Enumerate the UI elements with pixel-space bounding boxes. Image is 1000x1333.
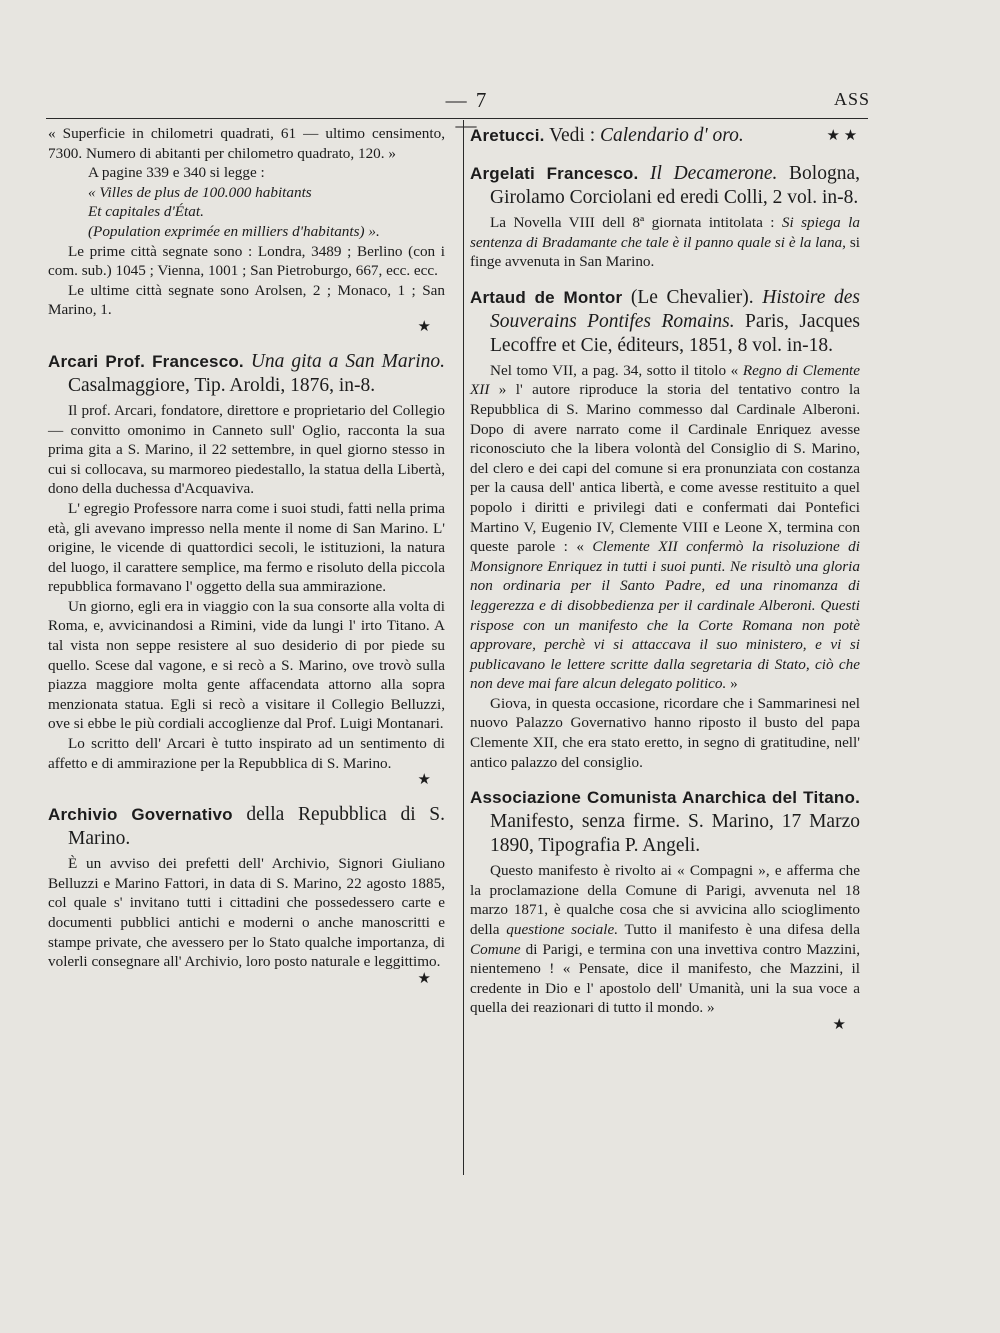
- entry-author: Archivio Governativo: [48, 805, 233, 825]
- italic-run: questione sociale.: [506, 921, 619, 939]
- quotation-line: « Villes de plus de 100.000 habitants: [88, 183, 312, 201]
- text-run: La Novella VIII dell 8ª giornata intitolata :: [490, 214, 782, 231]
- paragraph: [470, 361, 860, 694]
- paragraph: [470, 861, 860, 1018]
- quotation-line: (Population exprimée en milliers d'habitants) ».: [88, 222, 380, 240]
- paragraph: È un avviso dei prefetti dell' Archivio, Signori Giuliano Belluzzi e Marino Fattori, in data di S. Marino, 22 agosto 1885, col quale s' invitano tutti i cittadini che possedessero carte e documenti pubblici antichi e moderni o anche manoscritti e stampe private, che avessero per lo Stato qualche importanza, di volerli consegnare all' Archivio, loro posto naturale e leggittimo.: [48, 855, 445, 971]
- page-number: — 7 —: [445, 88, 489, 137]
- entry-imprint: Paris, Jacques Lecoffre et Cie, éditeurs, 1851, 8 vol. in-18.: [490, 310, 860, 356]
- entry-heading: [48, 803, 445, 851]
- italic-run: Clemente XII confermò la risoluzione di Monsignore Enriquez in tutti i suoi punti. Ne risultò una gloria non ordinaria per il Santo Padre, ed una rinomanza di leggerezza e di disobbedienza per il cardinale Alberoni. Questi rispose con un manifesto che la Corte Romana non potè approvare, perchè vi si attaccava il suo ministero, e vi si publicavano le lettere scritte dalla segretaria di Stato, ciò che non deve mai fare alcun delegato politico.: [470, 538, 860, 693]
- header-rule: [46, 118, 868, 119]
- paragraph: [470, 213, 860, 272]
- star-mark: ★: [832, 1017, 846, 1033]
- entry-heading: [470, 162, 860, 210]
- paragraph: Il prof. Arcari, fondatore, direttore e proprietario del Collegio — convitto omonimo in Canneto sull' Oglio, racconta la sua prima gita a S. Marino, il 22 settembre, in quel giorno stesso in cui si collocava, su marmoreo piedestallo, la statua della Libertà, dono della duchessa d'Acquaviva.: [48, 401, 445, 498]
- star-mark: ★: [417, 772, 431, 789]
- entry-imprint: Bologna, Girolamo Corciolani ed eredi Colli, 2 vol. in-8.: [490, 163, 860, 208]
- entry-arcari: [48, 350, 445, 789]
- paragraph: Un giorno, egli era in viaggio con la sua consorte alla volta di Roma, e, avvicinandosi a Rimini, vide da lungi l' irto Titano. A tal vista non seppe resistere al suo desiderio di por piede su quello. Scese dal vagone, e si recò a S. Marino, ove trovò sulla piazza maggiore molta gente affacendata attorno alla sopra menzionata statua. Egli si recò a visitare il Collegio Belluzzi, ove si ebbe le più cordiali accoglienze dal Prof. Luigi Montanari.: [48, 597, 445, 733]
- paragraph: « Superficie in chilometri quadrati, 61 — ultimo censimento, 7300. Numero di abitanti per chilometro quadrato, 120. »: [48, 125, 445, 162]
- entry-author: Arcari Prof. Francesco.: [48, 351, 244, 371]
- star-mark: ★ ★: [826, 128, 858, 144]
- quotation-line: Et capitales d'État.: [88, 203, 204, 221]
- italic-run: Comune: [470, 940, 521, 958]
- italic-run: Regno di Clemente XII: [470, 361, 861, 399]
- paragraph: Giova, in questa occasione, ricordare che i Sammarinesi nel nuovo Palazzo Governativo hanno riposto il busto del papa Clemente XII, che era stato eretto, in segno di gratitudine, nell' antico palazzo del consiglio.: [470, 694, 860, 771]
- star-mark: ★: [417, 970, 431, 987]
- text-run: » l' autore riproduce la storia del tentativo contro la Repubblica di S. Marino commesso dal Cardinale Alberoni. Dopo di avere narrato come il Cardinale Enriquez avesse riconosciuto che la libera volontà del Consiglio di S. Marino, del clero e dei capi del comune si era pronunziata con costanza per la causa dell' antica libertà, e come avesse restituito a quel popolo i diritti e privilegi dati e confermati dai Pontefici Martino V, Eugenio IV, Clemente VIII e Leone X, termina con queste parole : «: [470, 381, 860, 556]
- entry-text: (Le Chevalier).: [622, 286, 763, 308]
- entry-imprint: Manifesto, senza firme. S. Marino, 17 Marzo 1890, Tipografia P. Angeli.: [490, 811, 860, 857]
- running-title: ASS: [833, 89, 870, 109]
- entry-heading: [48, 350, 445, 398]
- entry-associazione: [470, 786, 860, 1034]
- entry-artaud: [470, 286, 860, 772]
- italic-run: Si spiega la sentenza di Bradamante che tale è il panno quale si è la lana,: [470, 214, 861, 251]
- entry-text: Vedi :: [544, 125, 600, 146]
- paragraph: A pagine 339 e 340 si legge :: [88, 164, 265, 182]
- star-mark: ★: [417, 318, 431, 335]
- text-run: Questo manifesto è rivolto ai « Compagni », e afferma che la proclamazione della Comune di Parigi, avvenuta nel 18 marzo 1871, è qualche cosa che si avvicina allo scioglimento della: [470, 862, 860, 939]
- paragraph: Lo scritto dell' Arcari è tutto inspirato ad un sentimento di affetto e di ammirazione per la Repubblica di S. Marino.: [48, 735, 445, 772]
- entry-title: Una gita a San Marino.: [250, 350, 445, 372]
- text-run: »: [726, 675, 738, 693]
- paragraph: L' egregio Professore narra come i suoi studi, fatti nella prima età, gli avevano impresso nella mente il nome di San Marino. L' origine, le vicende di quattordici secoli, le istituzioni, la natura del luogo, il carattere semplice, ma fermo e risoluto della piccola repubblica formavano l' oggetto della sua ammirazione.: [48, 499, 445, 596]
- entry-heading: [470, 124, 860, 148]
- entry-heading: [470, 286, 860, 358]
- entry-author: Aretucci.: [470, 126, 545, 145]
- paragraph: Le ultime città segnate sono Arolsen, 2 ; Monaco, 1 ; San Marino, 1.: [48, 281, 445, 319]
- paragraph: Le prime città segnate sono : Londra, 3489 ; Berlino (con i com. sub.) 1045 ; Vienna, 1001 ; San Pietroburgo, 667, ecc. ecc.: [48, 242, 445, 280]
- right-column: [470, 124, 860, 1034]
- entry-title: della Repubblica di S. Marino.: [68, 804, 445, 850]
- entry-aretucci: [470, 124, 860, 148]
- entry-author: Argelati Francesco.: [470, 164, 639, 183]
- column-divider: [463, 120, 464, 1175]
- text-run: di Parigi, e termina con una invettiva contro Mazzini, nientemeno ! « Pensate, dice il manifesto, che Mazzini, il credente in Dio e l' apostolo dell' Umanità, uni la sua voce a quella dei reazionari di tutto il mondo. »: [470, 940, 860, 1017]
- entry-archivio: [48, 803, 445, 988]
- left-column: [48, 124, 445, 988]
- text-run: Tutto il manifesto è una difesa della: [618, 921, 861, 939]
- entry-title: Il Decamerone.: [650, 163, 778, 184]
- entry-imprint: Casalmaggiore, Tip. Aroldi, 1876, in-8.: [68, 374, 376, 396]
- entry-author: Artaud de Montor: [470, 287, 623, 307]
- text-run: si finge avvenuta in San Marino.: [470, 233, 860, 271]
- entry-author: Associazione Comunista Anarchica del Titano.: [470, 788, 860, 808]
- entry-heading: [470, 786, 860, 858]
- intro-continuation: [48, 124, 445, 336]
- entry-title: Calendario d' oro.: [600, 125, 744, 146]
- entry-title: Histoire des Souverains Pontifes Romains.: [490, 286, 860, 332]
- text-run: Nel tomo VII, a pag. 34, sotto il titolo «: [490, 361, 743, 379]
- entry-argelati: [470, 162, 860, 272]
